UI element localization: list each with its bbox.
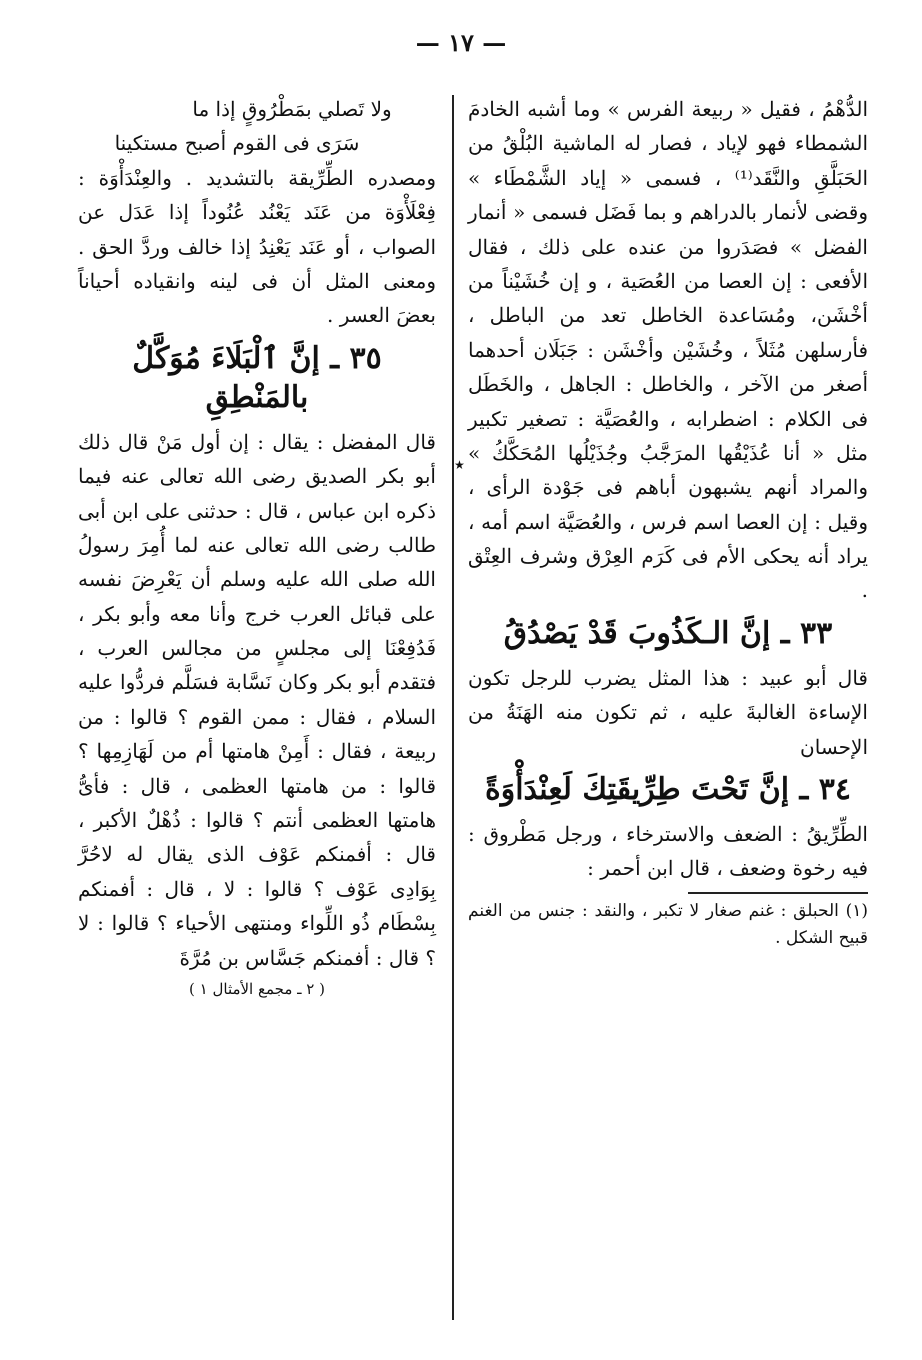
left-paragraph-1: ومصدره الطِّرِّيقة بالتشديد . والعِنْدَأْوَة : فِعْلَأْوَة من عَنَد يَعْنُد عُنُوداً إذا عَدَل عن الصواب ، أو عَنَد يَعْنِدُ إذا خالف وردَّ الحق . ومعنى المثل أن فى لينه وانقياده أحياناً بعضَ العسر . (78, 165, 436, 328)
verse (78, 92, 436, 161)
left-column (78, 92, 436, 1003)
page-number: — ١٧ — (415, 28, 507, 57)
right-paragraph-2: قال أبو عبيد : هذا المثل يضرب للرجل تكون الإساءة الغالبةَ عليه ، ثم تكون منه الهَنَةُ من الإحسان (468, 665, 868, 759)
proverb-heading-35: ٣٥ ـ إنَّ ٱلْبَلَاءَ مُوَكَّلٌ بالمَنْطِقِ (132, 340, 382, 415)
verse-line-2: سَرَى فى القوم أصبح مستكينا (114, 131, 360, 156)
margin-mark: ٭ (454, 452, 465, 476)
column-divider (452, 95, 454, 1320)
right-column (468, 92, 868, 952)
proverb-heading-33: ٣٣ ـ إنَّ الـكَذُوبَ قَدْ يَصْدُقُ (503, 615, 833, 651)
right-paragraph-3: الطِّرِّيقُ : الضعف والاسترخاء ، ورجل مَطْروق : فيه رخوة وضعف ، قال ابن أحمر : (468, 822, 868, 881)
right-paragraph-1: الدُّهْمُ ، فقيل « ربيعة الفرس » وما أشبه الخادمَ الشمطاء فهو لإياد ، فصار له الماشية البُلْقُ من الحَبَلَّقِ والنَّقَد⁽¹⁾ ، فسمى « إياد الشَّمْطَاء » وقضى لأنمار بالدراهم و بما فَضَل فسمى « أنمار الفضل » فصَدَروا من عنده على ذلك ، فقال الأفعى : إن العصا من العُصَية ، و إن خُشَيْناً من أخْشَن، ومُسَاعدة الخاطل تعد من الباطل ، فأرسلهن مُثَلاً ، وخُشَيْن وأخْشَن : جَبَلَان أحدهما أصغر من الآخر ، والخاطل : الجاهل ، والخَطَل فى الكلام : اضطرابه ، والعُصَيَّة : تصغير تكبير مثل « أنا عُذَيْقُها المرَجَّبُ وجُذَيْلُها المُحَكَّكُ » والمراد أنهم يشبهون أباهم فى جَوْدة الرأى ، وقيل : إن العصا اسم فرس ، والعُصَيَّة اسم أمه ، يراد أنه يحكى الأم فى كَرَم العِرْق وشرف العِتْق . (468, 97, 869, 603)
footnote: (١) الحبلق : غنم صغار لا تكبر ، والنقد : جنس من الغنم قبيح الشكل . (468, 900, 868, 948)
footnote-rule (688, 892, 868, 894)
verse-line-1: ولا تَصلي بمَطْرُوقٍ إذا ما (192, 97, 392, 121)
sheet-signature: ( ٢ ـ مجمع الأمثال ١ ) (189, 979, 325, 998)
proverb-heading-34: ٣٤ ـ إنَّ تَحْتَ طِرِّيقَتِكَ لَعِنْدَأْوَةً (484, 772, 852, 808)
left-paragraph-2: قال المفضل : يقال : إن أول مَنْ قال ذلك أبو بكر الصديق رضى الله تعالى عنه فيما ذكره ابن عباس ، قال : حدثنى على ابن أبى طالب رضى الله تعالى عنه لما أُمِرَ رسولُ الله صلى الله عليه وسلم أن يَعْرِضَ نفسه على قبائل العرب خرج وأنا معه وأبو بكر ، فَدُفِعْنَا إلى مجلسٍ من مجالس العرب ، فتقدم أبو بكر وكان نَسَّابة فسَلَّم فردُّوا عليه السلام ، فقال : ممن القوم ؟ قالوا : من ربيعة ، فقال : أَمِنْ هامتها أم من لَهَازِمِها ؟ قالوا : من هامتها العظمى ، قال : فأىُّ هامتها العظمى أنتم ؟ قالوا : ذُهْلٌ الأكبر ، قال : أفمنكم عَوْف الذى يقال له لاحُرَّ بِوَادِى عَوْف ؟ قالوا : لا ، قال : أفمنكم بِسْطَام ذُو اللِّواء ومنتهى الأحياء ؟ قالوا : لا ؟ قال : أفمنكم جَسَّاس بن مُرَّةَ (78, 429, 436, 970)
